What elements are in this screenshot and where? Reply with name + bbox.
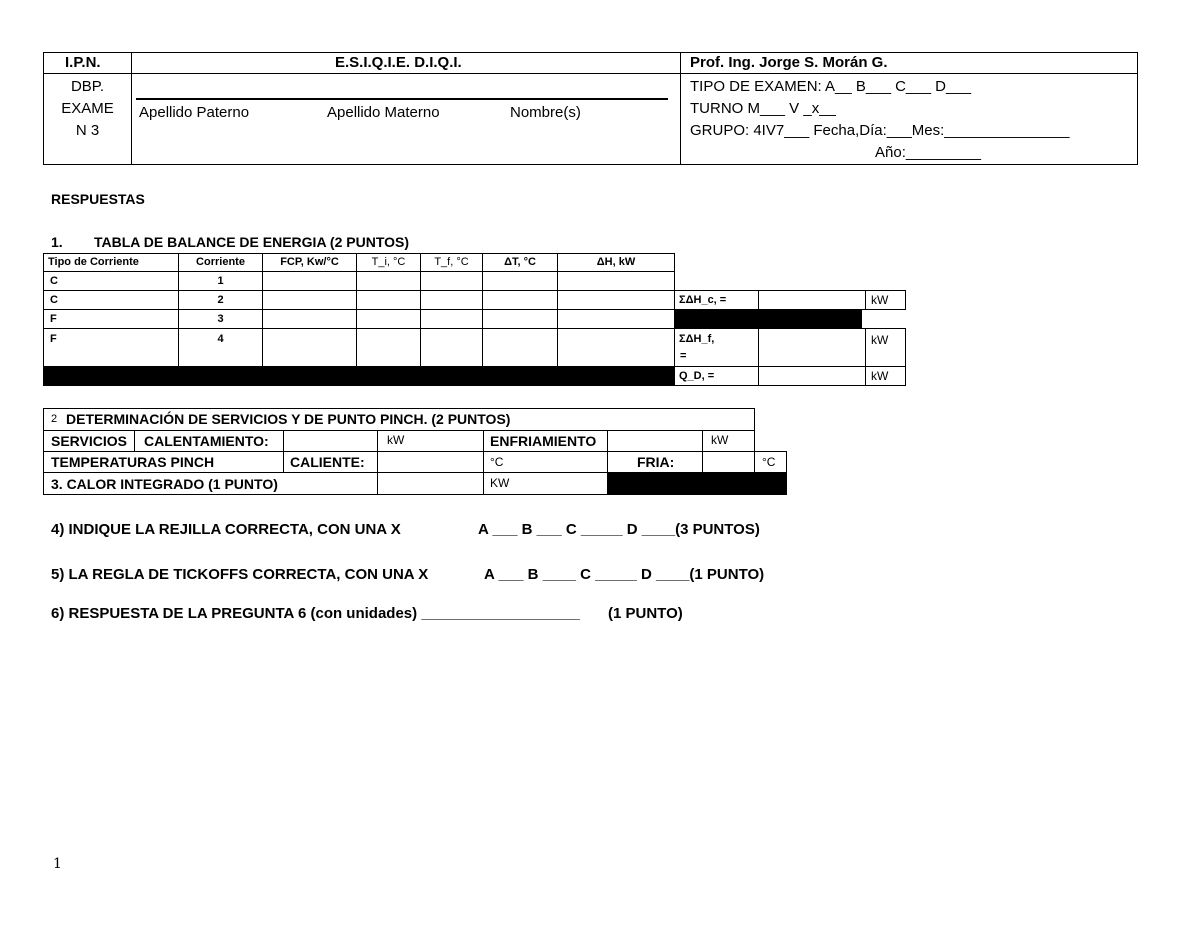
row1-corriente: 1	[217, 275, 224, 287]
fria-unit: °C	[762, 455, 776, 469]
row1-tipo: C	[50, 275, 58, 287]
school-label: E.S.I.Q.I.E. D.I.Q.I.	[335, 54, 462, 71]
ipn-label: I.P.N.	[65, 54, 101, 71]
summary-blackout	[674, 309, 862, 329]
sum-hc-label: ΣΔH_c, =	[679, 294, 727, 306]
exam-label-line1: EXAME	[61, 100, 114, 117]
question-6: 6) RESPUESTA DE LA PREGUNTA 6 (con unidades) ___________________	[51, 605, 580, 622]
page-number: 1	[53, 856, 62, 872]
caliente-label: CALIENTE:	[290, 454, 365, 470]
sum-hf-eq: =	[680, 350, 687, 362]
sum-hc-unit: kW	[871, 293, 889, 307]
qd-unit: kW	[871, 369, 889, 383]
grupo-fecha-field: GRUPO: 4IV7___ Fecha,Día:___Mes:_______________	[690, 122, 1070, 139]
sum-hf-label: ΣΔH_f,	[679, 333, 715, 345]
row3-corriente: 3	[217, 313, 224, 325]
professor-label: Prof. Ing. Jorge S. Morán G.	[690, 54, 888, 71]
col-tipo-corriente: Tipo de Corriente	[48, 256, 139, 268]
exam-label-line2: N 3	[75, 122, 100, 139]
sum-hf-unit: kW	[871, 333, 889, 347]
name-signature-line	[136, 98, 668, 100]
calor-blackout	[607, 472, 787, 495]
section1-number: 1.	[51, 234, 63, 250]
row2-tipo: C	[50, 294, 58, 306]
respuestas-title: RESPUESTAS	[51, 191, 145, 207]
section2-number: 2	[51, 413, 58, 425]
col-tf: T_f, °C	[434, 256, 469, 268]
col-corriente: Corriente	[196, 256, 245, 268]
anio-field: Año:_________	[875, 144, 981, 161]
question-5-options: A ___ B ____ C _____ D ____(1 PUNTO)	[484, 566, 765, 583]
calentamiento-label: CALENTAMIENTO:	[144, 433, 269, 449]
caliente-unit: °C	[490, 455, 504, 469]
dbp-label: DBP.	[70, 78, 105, 95]
row4-corriente: 4	[217, 333, 224, 345]
turno-field: TURNO M___ V _x__	[690, 100, 836, 117]
enfriamiento-label: ENFRIAMIENTO	[490, 433, 597, 449]
nombres-label: Nombre(s)	[510, 104, 581, 121]
fria-label: FRIA:	[637, 454, 675, 470]
blackout-bar	[43, 366, 675, 386]
calentamiento-unit: kW	[387, 433, 405, 447]
col-ti: T_i, °C	[371, 256, 406, 268]
tipo-examen-field: TIPO DE EXAMEN: A__ B___ C___ D___	[690, 78, 971, 95]
row4-tipo: F	[50, 333, 57, 345]
temperaturas-pinch-label: TEMPERATURAS PINCH	[51, 454, 215, 470]
apellido-paterno-label: Apellido Paterno	[139, 104, 250, 121]
section2-title: DETERMINACIÓN DE SERVICIOS Y DE PUNTO PINCH. (2 PUNTOS)	[66, 411, 511, 427]
row2-corriente: 2	[217, 294, 224, 306]
question-6-points: (1 PUNTO)	[608, 605, 683, 622]
calor-integrado-unit: KW	[490, 476, 510, 490]
calor-integrado-label: 3. CALOR INTEGRADO (1 PUNTO)	[51, 476, 278, 492]
question-5: 5) LA REGLA DE TICKOFFS CORRECTA, CON UNA X	[51, 566, 429, 583]
question-4-options: A ___ B ___ C _____ D ____(3 PUNTOS)	[478, 521, 760, 538]
qd-label: Q_D, =	[679, 370, 715, 382]
apellido-materno-label: Apellido Materno	[327, 104, 440, 121]
col-delta-t: ΔT, °C	[504, 256, 536, 268]
row3-tipo: F	[50, 313, 57, 325]
section1-title: TABLA DE BALANCE DE ENERGIA (2 PUNTOS)	[94, 234, 410, 250]
question-4: 4) INDIQUE LA REJILLA CORRECTA, CON UNA X	[51, 521, 401, 538]
col-delta-h: ΔH, kW	[596, 256, 636, 268]
servicios-label: SERVICIOS	[51, 433, 127, 449]
enfriamiento-unit: kW	[711, 433, 729, 447]
col-fcp: FCP, Kw/°C	[280, 256, 339, 268]
